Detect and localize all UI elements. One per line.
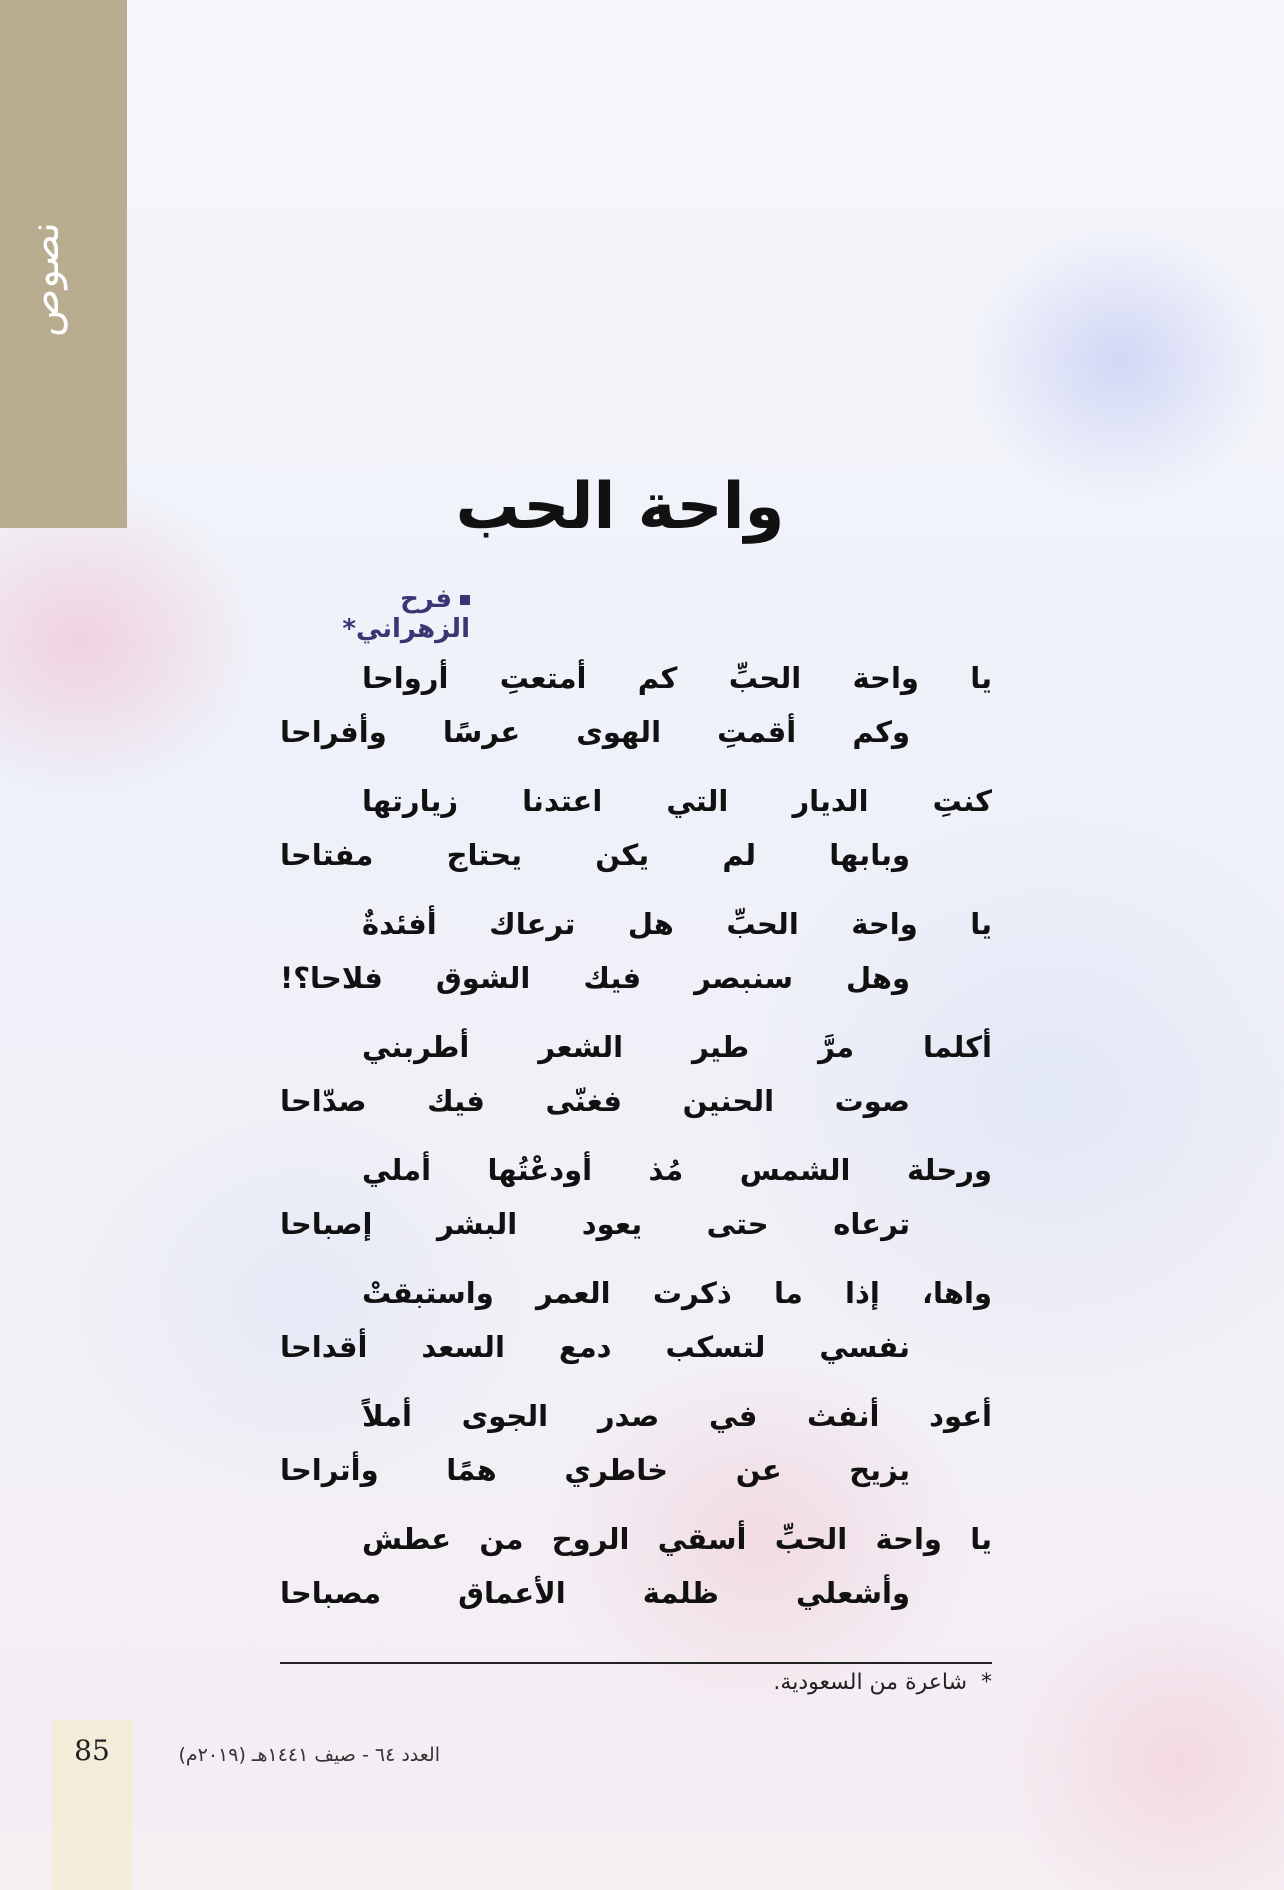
- stanza: [280, 656, 992, 779]
- author-byline: [280, 584, 470, 644]
- footnote-text: شاعرة من السعودية.: [773, 1670, 967, 1695]
- verse-line: واها، إذا ما ذكرت العمر واستبقتْ: [362, 1276, 992, 1310]
- verse-line: يا واحة الحبِّ هل ترعاك أفئدةٌ: [362, 907, 992, 941]
- stanza: [280, 1271, 992, 1394]
- author-name: فرح الزهراني*: [342, 584, 470, 644]
- verse-line: وكم أقمتِ الهوى عرسًا وأفراحا: [280, 715, 910, 749]
- verse-line: يا واحة الحبِّ كم أمتعتِ أرواحا: [362, 661, 992, 695]
- stanza: [280, 1025, 992, 1148]
- verse-line: أعود أنفث في صدر الجوى أملاً: [362, 1399, 992, 1433]
- verse-line: يا واحة الحبِّ أسقي الروح من عطش: [362, 1522, 992, 1556]
- poem-title: واحة الحب: [455, 470, 785, 544]
- section-tab: [0, 0, 127, 528]
- verse-line: ترعاه حتى يعود البشر إصباحا: [280, 1207, 910, 1241]
- verse-line: نفسي لتسكب دمع السعد أقداحا: [280, 1330, 910, 1364]
- issue-info: العدد ٦٤ - صيف ١٤٤١هـ (٢٠١٩م): [178, 1744, 440, 1766]
- verse-line: وأشعلي ظلمة الأعماق مصباحا: [280, 1576, 910, 1610]
- verse-line: أكلما مرَّ طير الشعر أطربني: [362, 1030, 992, 1064]
- verse-line: وهل سنبصر فيك الشوق فلاحا؟!: [280, 961, 910, 995]
- poem-body: [280, 656, 992, 1640]
- footnote: [600, 1670, 992, 1710]
- stanza: [280, 902, 992, 1025]
- stanza: [280, 779, 992, 902]
- stanza: [280, 1148, 992, 1271]
- footnote-marker: *: [981, 1670, 992, 1695]
- footnote-divider: [280, 1662, 992, 1664]
- section-tab-label: نصوص: [22, 222, 68, 338]
- bullet-icon: [460, 595, 470, 605]
- verse-line: كنتِ الديار التي اعتدنا زيارتها: [362, 784, 992, 818]
- page-number-box: [52, 1720, 132, 1890]
- stanza: [280, 1517, 992, 1640]
- verse-line: وبابها لم يكن يحتاج مفتاحا: [280, 838, 910, 872]
- stanza: [280, 1394, 992, 1517]
- verse-line: يزيح عن خاطري همًا وأتراحا: [280, 1453, 910, 1487]
- verse-line: ورحلة الشمس مُذ أودعْتُها أملي: [362, 1153, 992, 1187]
- page-number: 85: [74, 1734, 110, 1767]
- verse-line: صوت الحنين فغنّى فيك صدّاحا: [280, 1084, 910, 1118]
